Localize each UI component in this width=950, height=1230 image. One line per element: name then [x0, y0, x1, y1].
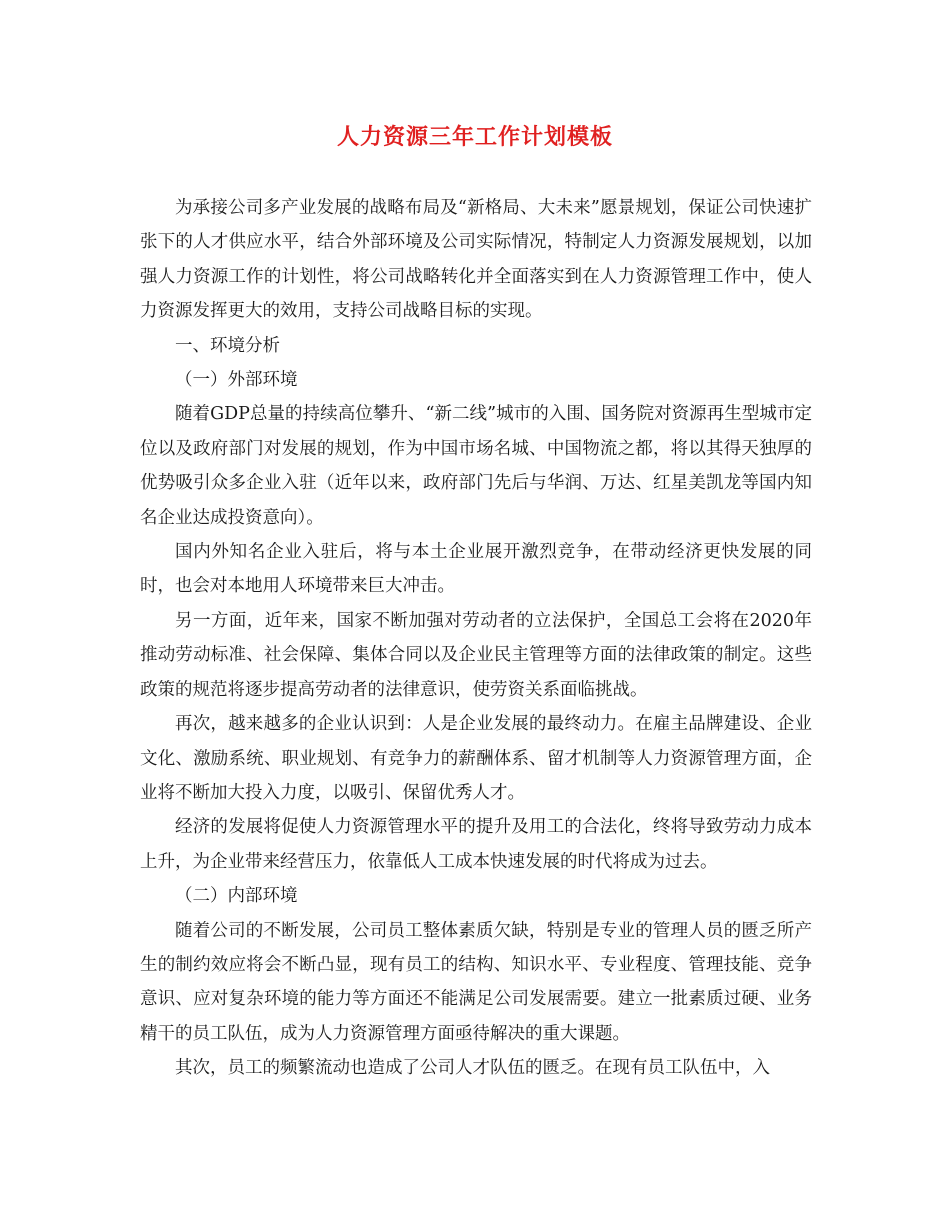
paragraph-external-4: 再次，越来越多的企业认识到：人是企业发展的最终动力。在雇主品牌建设、企业文化、激励系统、职业规划、有竞争力的薪酬体系、留才机制等人力资源管理方面，企业将不断加大投入力度，以吸引、保留优秀人才。 [140, 714, 812, 803]
document-body [140, 191, 812, 1086]
paragraph-external-3: 另一方面，近年来，国家不断加强对劳动者的立法保护，全国总工会将在2020年推动劳动标准、社会保障、集体合同以及企业民主管理等方面的法律政策的制定。这些政策的规范将逐步提高劳动者的法律意识，使劳资关系面临挑战。 [140, 610, 812, 700]
paragraph-external-2: 国内外知名企业入驻后，将与本土企业展开激烈竞争，在带动经济更快发展的同时，也会对本地用人环境带来巨大冲击。 [140, 542, 812, 597]
paragraph-external-5: 经济的发展将促使人力资源管理水平的提升及用工的合法化，终将导致劳动力成本上升，为企业带来经营压力，依靠低人工成本快速发展的时代将成为过去。 [140, 817, 812, 872]
paragraph-internal-1: 随着公司的不断发展，公司员工整体素质欠缺，特别是专业的管理人员的匮乏所产生的制约效应将会不断凸显，现有员工的结构、知识水平、专业程度、管理技能、竞争意识、应对复杂环境的能力等方面还不能满足公司发展需要。建立一批素质过硬、业务精干的员工队伍，成为人力资源管理方面亟待解决的重大课题。 [140, 920, 812, 1044]
paragraph-internal-2: 其次，员工的频繁流动也造成了公司人才队伍的匮乏。在现有员工队伍中，入 [175, 1058, 770, 1079]
section-heading-environment-analysis: 一、环境分析 [175, 335, 280, 356]
subsection-heading-internal-environment: （二）内部环境 [175, 886, 298, 907]
document-title: 人力资源三年工作计划模板 [336, 124, 613, 150]
subsection-heading-external-environment: （一）外部环境 [175, 370, 298, 391]
paragraph-external-1: 随着GDP总量的持续高位攀升、“新二线”城市的入围、国务院对资源再生型城市定位以及政府部门对发展的规划，作为中国市场名城、中国物流之都，将以其得天独厚的优势吸引众多企业入驻（近年以来，政府部门先后与华润、万达、红星美凯龙等国内知名企业达成投资意向）。 [140, 404, 812, 528]
paragraph-intro: 为承接公司多产业发展的战略布局及“新格局、大未来”愿景规划，保证公司快速扩张下的人才供应水平，结合外部环境及公司实际情况，特制定人力资源发展规划，以加强人力资源工作的计划性，将公司战略转化并全面落实到在人力资源管理工作中，使人力资源发挥更大的效用，支持公司战略目标的实现。 [140, 198, 812, 322]
